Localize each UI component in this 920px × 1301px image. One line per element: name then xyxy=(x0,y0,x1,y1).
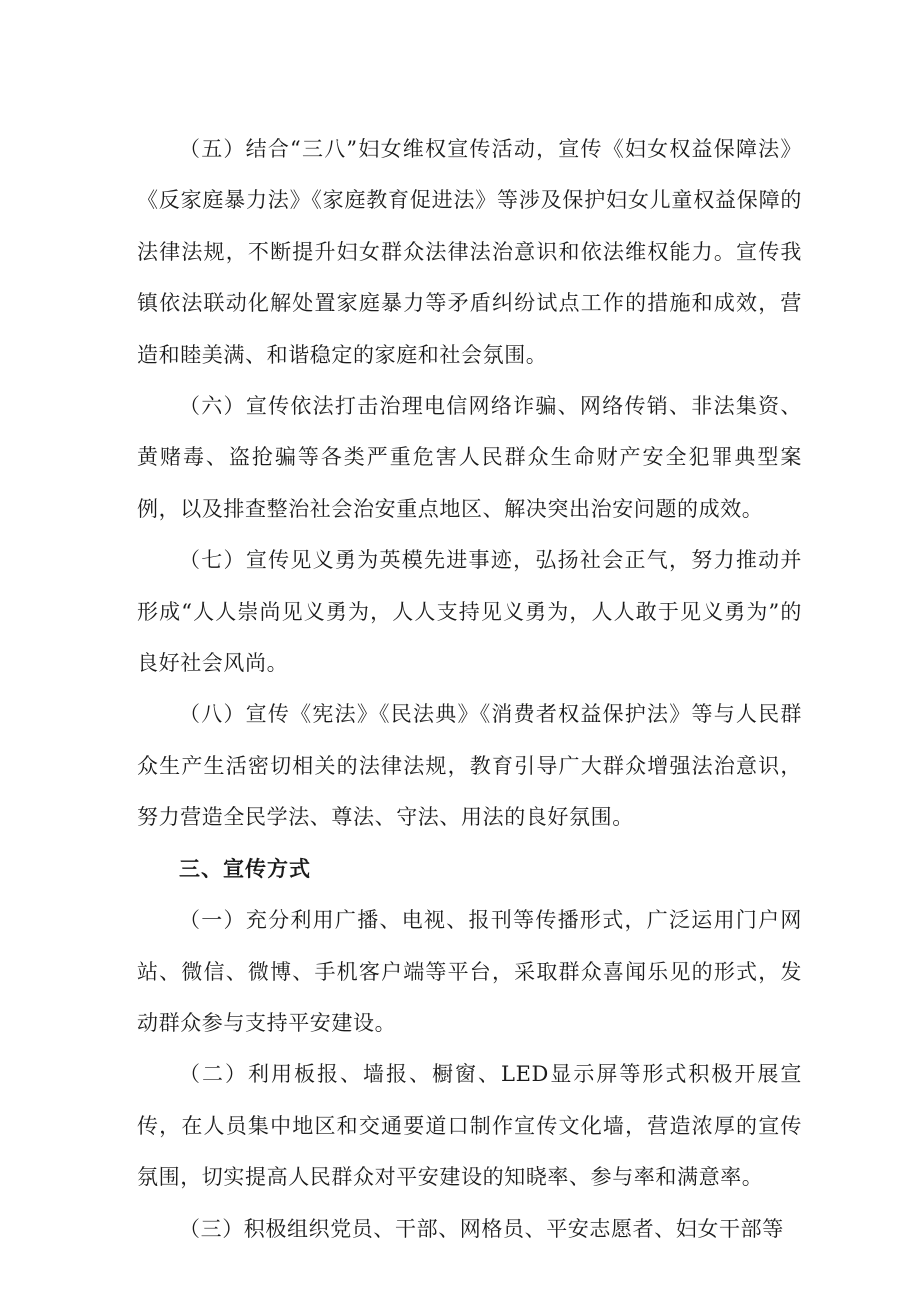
document-body xyxy=(137,124,802,1255)
paragraph-six: （六）宣传依法打击治理电信网络诈骗、网络传销、非法集资、黄赌毒、盗抢骗等各类严重危害人民群众生命财产安全犯罪典型案例，以及排查整治社会治安重点地区、解决突出治安问题的成效。 xyxy=(137,394,802,521)
paragraph-method-one: （一）充分利用广播、电视、报刊等传播形式，广泛运用门户网站、微信、微博、手机客户端等平台，采取群众喜闻乐见的形式，发动群众参与支持平安建设。 xyxy=(137,908,802,1035)
paragraph-method-two: （二）利用板报、墙报、橱窗、LED显示屏等形式积极开展宣传，在人员集中地区和交通要道口制作宣传文化墙，营造浓厚的宣传氛围，切实提高人民群众对平安建设的知晓率、参与率和满意率。 xyxy=(137,1062,802,1190)
section-heading-publicity-methods: 三、宣传方式 xyxy=(179,856,311,881)
paragraph-method-three: （三）积极组织党员、干部、网格员、平安志愿者、妇女干部等 xyxy=(179,1216,784,1241)
paragraph-seven: （七）宣传见义勇为英模先进事迹，弘扬社会正气，努力推动并形成“人人崇尚见义勇为，人人支持见义勇为，人人敢于见义勇为”的良好社会风尚。 xyxy=(137,548,802,676)
paragraph-five: （五）结合“三八”妇女维权宣传活动，宣传《妇女权益保障法》《反家庭暴力法》《家庭教育促进法》等涉及保护妇女儿童权益保障的法律法规，不断提升妇女群众法律法治意识和依法维权能力。宣传我镇依法联动化解处置家庭暴力等矛盾纠纷试点工作的措施和成效，营造和睦美满、和谐稳定的家庭和社会氛围。 xyxy=(137,137,802,367)
paragraph-eight: （八）宣传《宪法》《民法典》《消费者权益保护法》等与人民群众生产生活密切相关的法律法规，教育引导广大群众增强法治意识，努力营造全民学法、尊法、守法、用法的良好氛围。 xyxy=(137,702,802,830)
